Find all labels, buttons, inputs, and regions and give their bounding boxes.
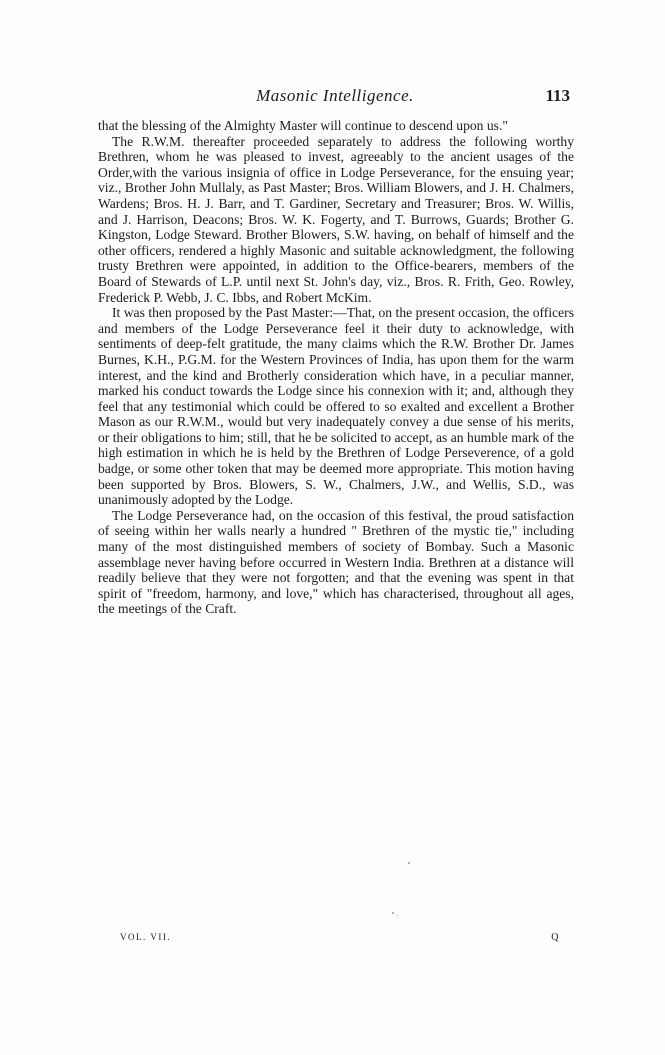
- paragraph-festival: The Lodge Perseverance had, on the occasion of this festival, the proud satisfaction of seeing within her walls nearly a hundred " Brethren of the mystic tie," including many of the most distinguished members of society of Bombay. Such a Masonic assemblage never having before occurred in Western India. Brethren at a distance will readily believe that they were not forgotten; and that the evening was spent in that spirit of "freedom, harmony, and love," which has characterised, throughout all ages, the meetings of the Craft.: [98, 507, 574, 617]
- signature-mark: Q: [551, 932, 560, 943]
- page-footer: [120, 932, 560, 948]
- page-number: 113: [545, 86, 570, 105]
- paragraph-continuation: that the blessing of the Almighty Master will continue to descend upon us.": [98, 118, 508, 133]
- paragraph-resolution: It was then proposed by the Past Master:—That, on the present occasion, the officers and members of the Lodge Perseverance feel it their duty to acknowledge, with sentiments of deep-felt gratitude, the many claims which the R.W. Brother Dr. James Burnes, K.H., P.G.M. for the Western Provinces of India, has upon them for the warm interest, and the kind and Brotherly consideration which have, in a peculiar manner, marked his conduct towards the Lodge since his connexion with it; and, although they feel that any testimonial which could be offered to so exalted and excellent a Brother Mason as our R.W.M., would but very inadequately convey a due sense of his merits, or their obligations to him; still, that he be solicited to accept, as an humble mark of the high estimation in which he is held by the Brethren of Lodge Perseverence, of a gold badge, or some other token that may be deemed more appropriate. This motion having been supported by Bros. Blowers, S. W., Chalmers, J.W., and Wellis, S.D., was unanimously adopted by the Lodge.: [98, 305, 574, 508]
- body-text: [98, 118, 574, 617]
- volume-label: VOL. VII.: [120, 932, 172, 942]
- paragraph-officers-invested: The R.W.M. thereafter proceeded separately to address the following worthy Brethren, whom he was pleased to invest, agreeably to the ancient usages of the Order,with the various insignia of office in Lodge Perseverance, for the ensuing year; viz., Brother John Mullaly, as Past Master; Bros. William Blowers, and J. H. Chalmers, Wardens; Bros. H. J. Barr, and T. Gardiner, Secretary and Treasurer; Bros. W. Willis, and J. Harrison, Deacons; Bros. W. K. Fogerty, and T. Burrows, Guards; Brother G. Kingston, Lodge Steward. Brother Blowers, S.W. having, on behalf of himself and the other officers, rendered a highly Masonic and suitable acknowledgment, the following trusty Brethren were appointed, in addition to the Office-bearers, members of the Board of Stewards of L.P. until next St. John's day, viz., Bros. R. Frith, Geo. Rowley, Frederick P. Webb, J. C. Ibbs, and Robert McKim.: [98, 133, 574, 305]
- print-speck: [397, 915, 398, 916]
- running-title: Masonic Intelligence.: [256, 86, 414, 105]
- running-head: [100, 86, 570, 110]
- print-speck: [392, 912, 394, 914]
- print-speck: [408, 862, 410, 864]
